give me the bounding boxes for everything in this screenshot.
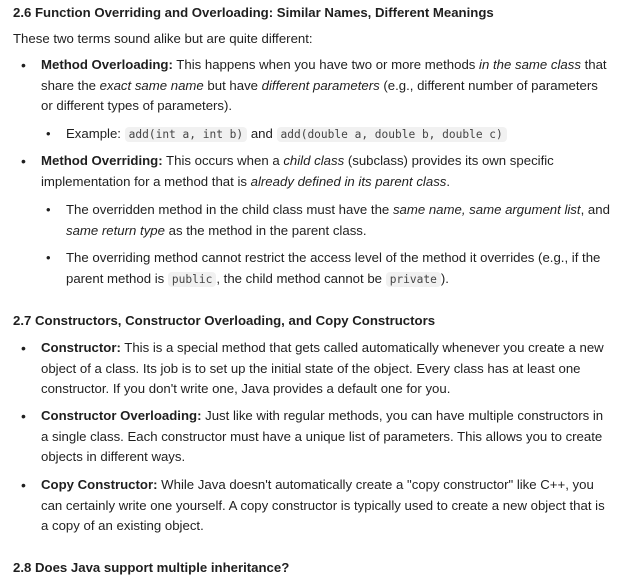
- code-snippet: add(int a, int b): [125, 127, 248, 142]
- section-2-6-intro: These two terms sound alike but are quite different:: [13, 31, 313, 46]
- code-snippet: private: [386, 272, 441, 287]
- constructor-list: [0, 338, 620, 400]
- overloading-example-item: • Example: add(int a, int b) and add(double a, double b, double c): [0, 124, 620, 146]
- section-2-6-heading: 2.6 Function Overriding and Overloading: Similar Names, Different Meanings: [13, 5, 494, 20]
- section-2-7-heading: 2.7 Constructors, Constructor Overloading, and Copy Constructors: [13, 313, 436, 328]
- overriding-rule-list-2: [0, 248, 620, 290]
- method-overriding-list: [0, 151, 620, 192]
- method-overriding-item: • Method Overriding: This occurs when a child class (subclass) provides its own specific implementation for a method that is already defined in its parent class.: [0, 151, 620, 192]
- copy-constructor-list: [0, 475, 620, 537]
- constructor-item: • Constructor: This is a special method that gets called automatically whenever you create a new object of a class. Its job is to set up the initial state of the object. Every class has at least one constructor. If you don't write one, Java provides a default one for you.: [0, 338, 620, 400]
- constructor-overloading-list: [0, 406, 620, 468]
- code-snippet: add(double a, double b, double c): [277, 127, 507, 142]
- section-2-8-heading: 2.8 Does Java support multiple inheritance?: [13, 560, 290, 575]
- constructor-overloading-item: • Constructor Overloading: Just like with regular methods, you can have multiple constructors in a single class. Each constructor must have a unique list of parameters. This allows you to create objects in different ways.: [0, 406, 620, 468]
- overloading-example-list: [0, 124, 620, 146]
- code-snippet: public: [168, 272, 216, 287]
- overriding-rule-item: • The overriding method cannot restrict the access level of the method it overrides (e.g., if the parent method is public , the child method cannot be private ).: [0, 248, 620, 290]
- section-2-6-list: [0, 55, 620, 117]
- method-overloading-item: • Method Overloading: This happens when you have two or more methods in the same class that share the exact same name but have different parameters (e.g., different number of parameters or different types of parameters).: [0, 55, 620, 117]
- copy-constructor-item: • Copy Constructor: While Java doesn't automatically create a "copy constructor" like C++, you can certainly write one yourself. A copy constructor is typically used to create a new object that is a copy of an existing object.: [0, 475, 620, 537]
- overriding-rule-item: • The overridden method in the child class must have the same name, same argument list, and same return type as the method in the parent class.: [0, 200, 620, 241]
- overriding-rule-list-1: [0, 200, 620, 241]
